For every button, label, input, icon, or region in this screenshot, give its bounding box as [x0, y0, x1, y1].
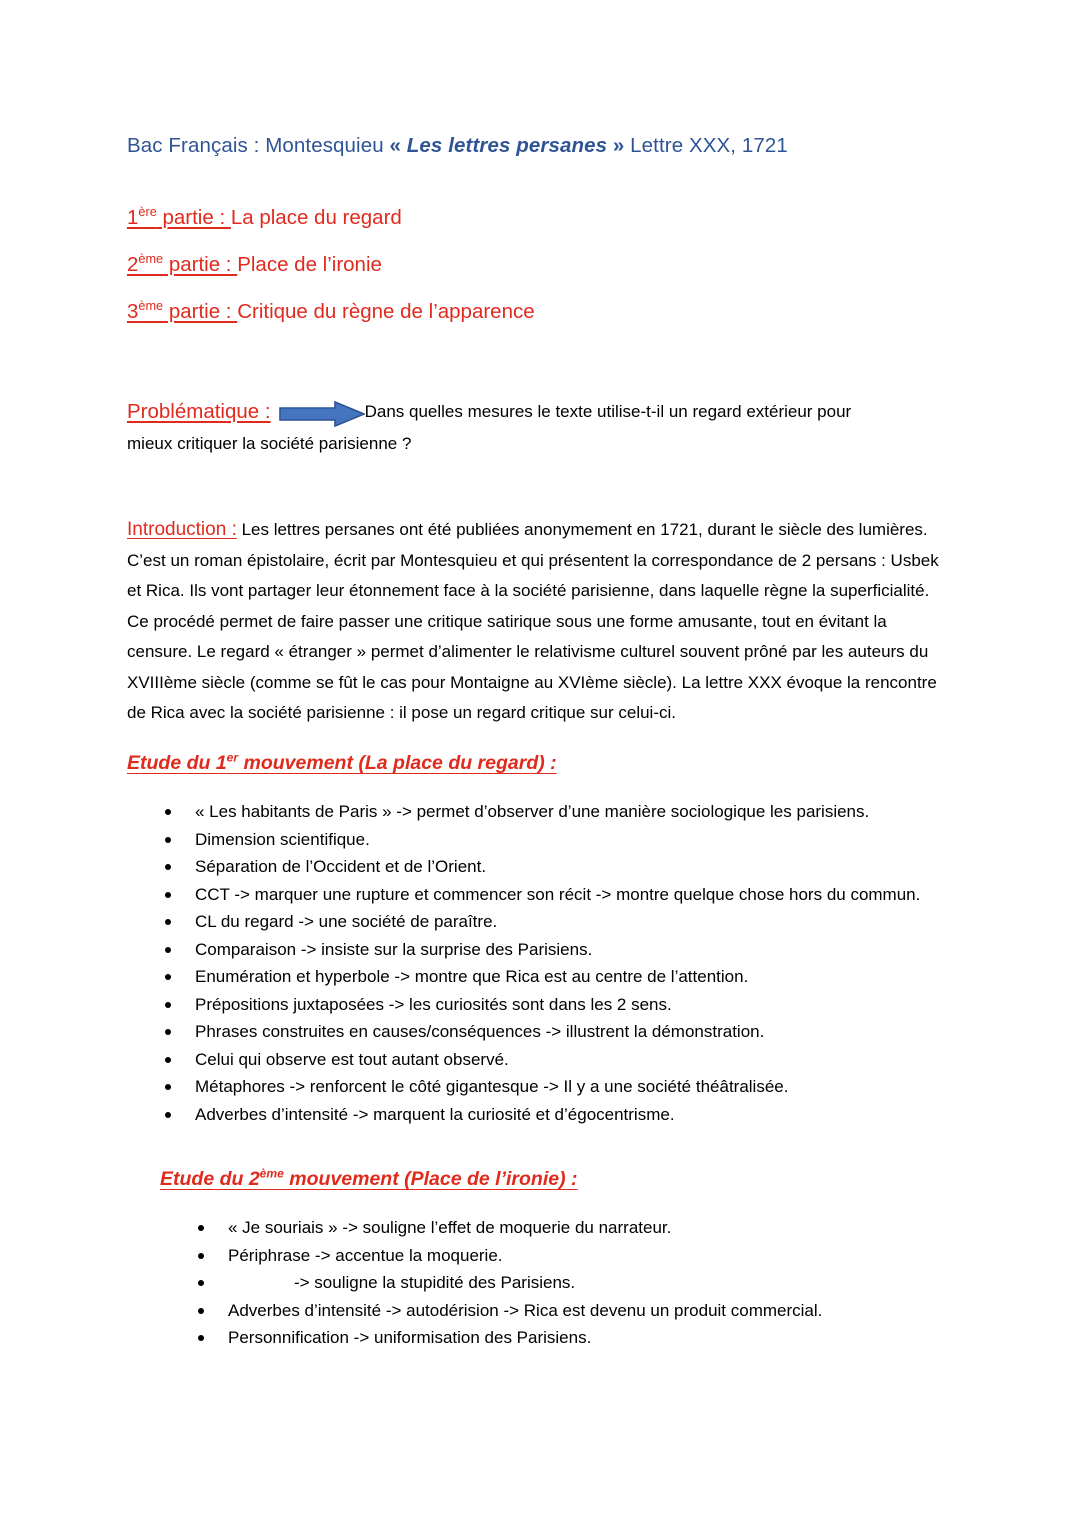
list-item: « Les habitants de Paris » -> permet d’observer d’une manière sociologique les parisiens. — [163, 798, 963, 826]
part-line-2 — [127, 252, 947, 278]
title-work-name: Les lettres persanes — [406, 134, 608, 157]
section-2-bullet-list — [196, 1214, 996, 1352]
part-2-label: Place de l’ironie — [237, 253, 382, 276]
title-prefix: Bac Français : Montesquieu — [127, 134, 390, 157]
list-item: Celui qui observe est tout autant observé. — [163, 1046, 963, 1074]
list-item: Dimension scientifique. — [163, 826, 963, 854]
problematique-question-line2: mieux critiquer la société parisienne ? — [127, 434, 412, 453]
part-2-lead-tail: partie : — [163, 253, 238, 276]
problematique-question-line1: Dans quelles mesures le texte utilise-t-il un regard extérieur pour — [364, 402, 852, 421]
part-1-label: La place du regard — [230, 206, 402, 229]
page-title — [127, 133, 788, 159]
introduction-text: Les lettres persanes ont été publiées anonymement en 1721, durant le siècle des lumières. C’est un roman épistolaire, écrit par Montesquieu et qui présentent la correspondance de 2 persans : Usbek et Rica. Ils vont partager leur étonnement face à la société parisienne, dans laquelle règne la superficialité. Ce procédé permet de faire passer une critique satirique sous une forme amusante, tout en évitant la censure. Le regard « étranger » permet d’alimenter le relativisme culturel souvent prôné par les auteurs du XVIIIème siècle (comme se fût le cas pour Montaigne au XVIème siècle). La lettre XXX évoque la rencontre de Rica avec la société parisienne : il pose un regard critique sur celui-ci. — [127, 520, 939, 722]
list-item: Enumération et hyperbole -> montre que Rica est au centre de l’attention. — [163, 963, 963, 991]
problematique-row — [127, 398, 945, 428]
section-2-heading — [160, 1166, 578, 1192]
section-2-heading-suffix: mouvement (Place de l’ironie) : — [283, 1168, 578, 1190]
title-guillemet-close: » — [607, 134, 625, 157]
section-1-bullet-list — [163, 798, 963, 1128]
part-3-ordinal: ème — [138, 298, 164, 314]
list-item: CL du regard -> une société de paraître. — [163, 908, 963, 936]
section-1-heading-suffix: mouvement (La place du regard) : — [238, 752, 557, 774]
parts-outline — [127, 205, 947, 346]
list-item: Séparation de l’Occident et de l’Orient. — [163, 853, 963, 881]
list-item: Personnification -> uniformisation des Parisiens. — [196, 1324, 996, 1352]
part-3-lead-tail: partie : — [163, 300, 238, 323]
introduction-paragraph — [127, 515, 947, 729]
list-item: CCT -> marquer une rupture et commencer son récit -> montre quelque chose hors du commun. — [163, 881, 963, 909]
part-1-lead — [127, 206, 231, 229]
section-2-heading-prefix: Etude du 2 — [160, 1168, 260, 1190]
part-line-1 — [127, 205, 947, 231]
introduction-label: Introduction : — [127, 519, 237, 540]
list-item: Comparaison -> insiste sur la surprise des Parisiens. — [163, 936, 963, 964]
list-item: Adverbes d’intensité -> marquent la curiosité et d’égocentrisme. — [163, 1101, 963, 1129]
part-1-ordinal: ère — [138, 204, 157, 220]
section-2-heading-sup: ème — [259, 1166, 284, 1181]
part-2-lead — [127, 253, 237, 276]
part-3-lead — [127, 300, 237, 323]
list-item: « Je souriais » -> souligne l’effet de moquerie du narrateur. — [196, 1214, 996, 1242]
part-3-label: Critique du règne de l’apparence — [237, 300, 535, 323]
title-suffix: Lettre XXX, 1721 — [624, 134, 788, 157]
part-1-number: 1 — [127, 206, 139, 229]
part-2-number: 2 — [127, 253, 139, 276]
list-item: Périphrase -> accentue la moquerie. — [196, 1242, 996, 1270]
title-guillemet-open: « — [389, 134, 407, 157]
part-1-lead-tail: partie : — [156, 206, 231, 229]
list-item-text: -> souligne la stupidité des Parisiens. — [294, 1273, 576, 1292]
list-item: Métaphores -> renforcent le côté gigantesque -> Il y a une société théâtralisée. — [163, 1073, 963, 1101]
section-1-heading — [127, 750, 557, 776]
part-3-number: 3 — [127, 300, 139, 323]
section-1-heading-prefix: Etude du 1 — [127, 752, 227, 774]
part-line-3 — [127, 299, 947, 325]
list-item: Prépositions juxtaposées -> les curiosités sont dans les 2 sens. — [163, 991, 963, 1019]
problematique-block — [127, 398, 945, 458]
part-2-ordinal: ème — [138, 251, 164, 267]
list-item: Adverbes d’intensité -> autodérision -> Rica est devenu un produit commercial. — [196, 1297, 996, 1325]
section-1-heading-sup: er — [226, 750, 239, 765]
list-item: Phrases construites en causes/conséquences -> illustrent la démonstration. — [163, 1018, 963, 1046]
right-arrow-icon — [279, 401, 365, 427]
problematique-label: Problématique : — [127, 400, 271, 423]
list-item-indented — [196, 1269, 996, 1297]
